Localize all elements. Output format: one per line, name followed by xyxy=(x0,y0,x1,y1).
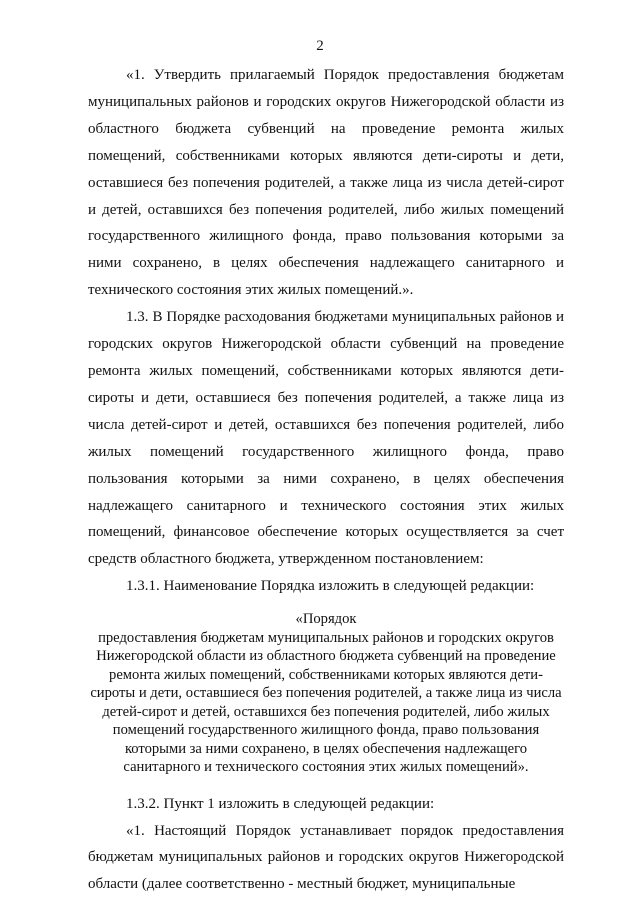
procedure-title-block xyxy=(88,610,564,777)
procedure-title-line: которыми за ними сохранено, в целях обеспечения надлежащего xyxy=(124,740,528,757)
procedure-title-line: детей-сирот и детей, оставшихся без попечения родителей, либо жилых xyxy=(102,703,550,720)
paragraph-1-3-2: 1.3.2. Пункт 1 изложить в следующей редакции: xyxy=(126,795,435,812)
document-body xyxy=(88,62,564,898)
procedure-title-line: помещений государственного жилищного фонда, право пользования xyxy=(112,722,540,739)
paragraph-1-3-1: 1.3.1. Наименование Порядка изложить в следующей редакции: xyxy=(126,578,535,595)
procedure-title-line: сироты и дети, оставшиеся без попечения родителей, а также лица из числа xyxy=(90,685,562,702)
paragraph-resolution-item-1: «1. Утвердить прилагаемый Порядок предоставления бюджетам муниципальных районов и городских округов Нижегородской области из областного бюджета субвенций на проведение ремонта жилых помещений, собственниками которых являются дети-сироты и дети, оставшиеся без попечения родителей, а также лица из числа детей-сирот и детей, оставшихся без попечения родителей, либо жилых помещений государственного жилищного фонда, право пользования которыми за ними сохранено, в целях обеспечения надлежащего санитарного и технического состояния этих жилых помещений.». xyxy=(88,67,564,299)
procedure-title-line: предоставления бюджетам муниципальных районов и городских округов xyxy=(98,629,554,646)
procedure-title-heading: «Порядок xyxy=(295,611,357,628)
paragraph-1-3: 1.3. В Порядке расходования бюджетами муниципальных районов и городских округов Нижегородской области субвенций на проведение ремонта жилых помещений, собственниками которых являются дети-сироты и дети, оставшиеся без попечения родителей, а также лица из числа детей-сирот и детей, оставшихся без попечения родителей, либо жилых помещений государственного жилищного фонда, право пользования которыми за ними сохранено, в целях обеспечения надлежащего санитарного и технического состояния этих жилых помещений, финансовое обеспечение которых осуществляется за счет средств областного бюджета, утвержденном постановлением: xyxy=(88,309,564,568)
procedure-title-line: ремонта жилых помещений, собственниками которых являются дети- xyxy=(109,666,543,683)
procedure-title-line: санитарного и технического состояния этих жилых помещений». xyxy=(123,759,529,776)
page-number: 2 xyxy=(316,38,324,54)
procedure-title-line: Нижегородской области из областного бюджета субвенций на проведение xyxy=(96,648,556,665)
paragraph-procedure-item-1: «1. Настоящий Порядок устанавливает порядок предоставления бюджетам муниципальных районов и городских округов Нижегородской области (далее соответственно - местный бюджет, муниципальные xyxy=(88,822,564,893)
